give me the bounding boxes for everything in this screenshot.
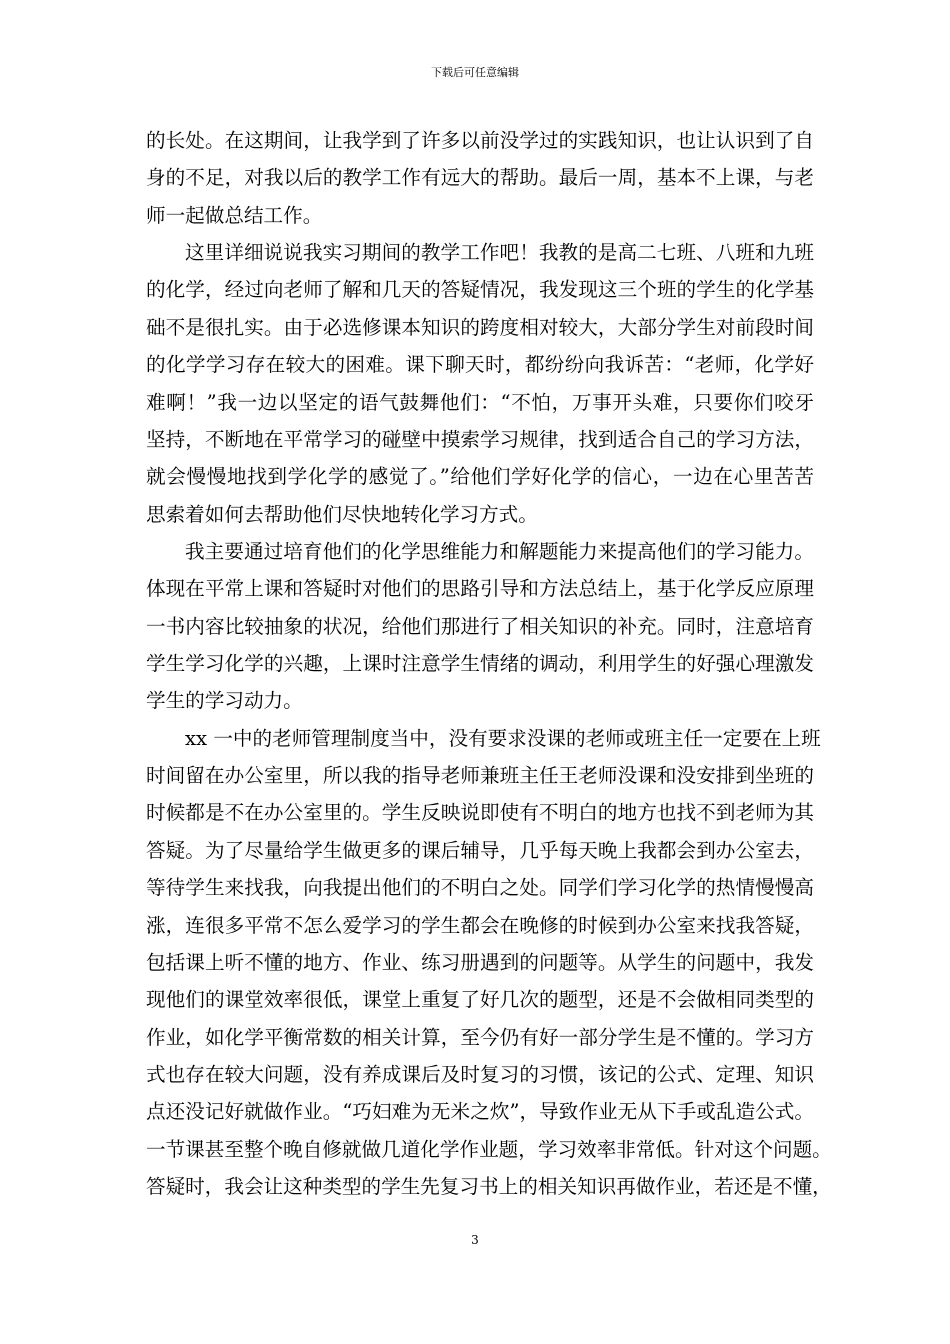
page-header: 下载后可任意编辑 xyxy=(431,66,519,79)
document-body xyxy=(146,122,832,1205)
text-line: 式也存在较大问题，没有养成课后及时复习的习惯，该记的公式、定理、知识 xyxy=(146,1062,814,1086)
text-line: 我主要通过培育他们的化学思维能力和解题能力来提高他们的学习能力。 xyxy=(185,539,814,563)
text-line: 学生学习化学的兴趣，上课时注意学生情绪的调动，利用学生的好强心理激发 xyxy=(146,652,814,676)
text-line: 答疑。为了尽量给学生做更多的课后辅导，几乎每天晚上我都会到办公室去， xyxy=(146,838,814,862)
text-line: 的化学，经过向老师了解和几天的答疑情况，我发现这三个班的学生的化学基 xyxy=(146,278,814,302)
text-line: 坚持，不断地在平常学习的碰壁中摸索学习规律，找到适合自己的学习方法， xyxy=(146,427,814,451)
text-line: 涨，连很多平常不怎么爱学习的学生都会在晚修的时候到办公室来找我答疑， xyxy=(146,913,814,937)
text-line: 答疑时，我会让这种类型的学生先复习书上的相关知识再做作业，若还是不懂， xyxy=(146,1175,832,1199)
text-line: 思索着如何去帮助他们尽快地转化学习方式。 xyxy=(146,502,538,526)
paragraph-1 xyxy=(146,122,814,234)
text-line: 点还没记好就做作业。“巧妇难为无米之炊”，导致作业无从下手或乱造公式。 xyxy=(146,1100,814,1124)
text-line: 包括课上听不懂的地方、作业、练习册遇到的问题等。从学生的问题中，我发 xyxy=(146,950,814,974)
text-line: 一节课甚至整个晚自修就做几道化学作业题，学习效率非常低。针对这个问题。 xyxy=(146,1137,832,1161)
text-line: 体现在平常上课和答疑时对他们的思路引导和方法总结上，基于化学反应原理 xyxy=(146,577,814,601)
text-line: 的长处。在这期间，让我学到了许多以前没学过的实践知识，也让认识到了自 xyxy=(146,129,814,152)
paragraph-2 xyxy=(146,234,814,533)
text-line: 等待学生来找我，向我提出他们的不明白之处。同学们学习化学的热情慢慢高 xyxy=(146,876,814,900)
text-line: 师一起做总结工作。 xyxy=(146,203,323,227)
text-line: 学生的学习动力。 xyxy=(146,689,303,713)
text-line: 现他们的课堂效率很低，课堂上重复了好几次的题型，还是不会做相同类型的 xyxy=(146,988,814,1012)
text-line: 时间留在办公室里，所以我的指导老师兼班主任王老师没课和没安排到坐班的 xyxy=(146,764,814,788)
text-line: xx 一中的老师管理制度当中，没有要求没课的老师或班主任一定要在上班 xyxy=(185,726,821,750)
paragraph-4 xyxy=(146,720,832,1206)
page-number: 3 xyxy=(471,1233,479,1247)
text-line: 一书内容比较抽象的状况，给他们那进行了相关知识的补充。同时，注意培育 xyxy=(146,614,814,638)
text-line: 时候都是不在办公室里的。学生反映说即使有不明白的地方也找不到老师为其 xyxy=(146,801,814,825)
text-line: 础不是很扎实。由于必选修课本知识的跨度相对较大，大部分学生对前段时间 xyxy=(146,315,814,339)
text-line: 身的不足，对我以后的教学工作有远大的帮助。最后一周，基本不上课，与老 xyxy=(146,166,814,190)
text-line: 的化学学习存在较大的困难。课下聊天时，都纷纷向我诉苦：“老师，化学好 xyxy=(146,353,814,377)
text-line: 难啊！”我一边以坚定的语气鼓舞他们：“不怕，万事开头难，只要你们咬牙 xyxy=(146,390,814,414)
text-line: 作业，如化学平衡常数的相关计算，至今仍有好一部分学生是不懂的。学习方 xyxy=(146,1025,814,1049)
paragraph-3 xyxy=(146,533,814,720)
text-line: 这里详细说说我实习期间的教学工作吧！我教的是高二七班、八班和九班 xyxy=(185,241,814,265)
text-line: 就会慢慢地找到学化学的感觉了。”给他们学好化学的信心，一边在心里苦苦 xyxy=(146,465,814,489)
